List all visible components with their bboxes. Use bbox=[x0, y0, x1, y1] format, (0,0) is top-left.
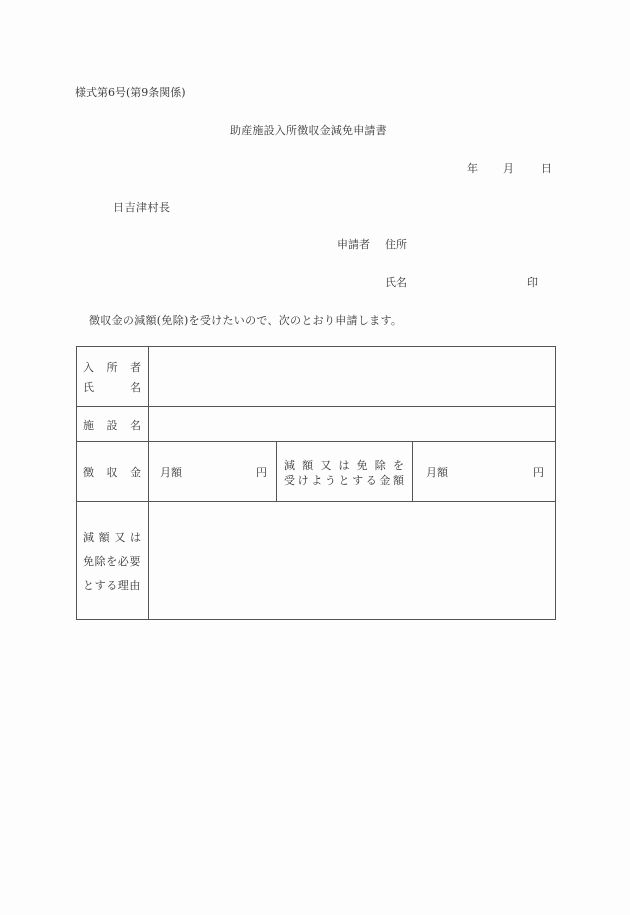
reason-label-line2: 免除を必要 bbox=[83, 555, 141, 568]
date-month-label: 月 bbox=[503, 162, 514, 175]
reason-label-line1: 減 額 又 は bbox=[83, 531, 141, 544]
address-label: 住所 bbox=[385, 238, 407, 251]
name-label: 氏名 bbox=[385, 276, 407, 289]
fee-amount-field[interactable] bbox=[187, 442, 253, 501]
date-line bbox=[467, 160, 552, 176]
column-divider bbox=[412, 441, 413, 501]
reduction-amount-label-line2: 受 け よ う と す る 金 額 bbox=[284, 474, 404, 487]
seal-label: 印 bbox=[527, 276, 538, 289]
resident-name-field[interactable] bbox=[150, 347, 555, 406]
date-year-label: 年 bbox=[467, 162, 478, 175]
reduction-amount-field[interactable] bbox=[452, 442, 530, 501]
fee-monthly-label: 月額 bbox=[160, 466, 182, 479]
fee-currency-label: 円 bbox=[256, 466, 267, 479]
reason-label-line3: とする理由 bbox=[83, 579, 141, 592]
reduction-currency-label: 円 bbox=[533, 466, 544, 479]
facility-name-field[interactable] bbox=[150, 407, 555, 441]
intro-text: 徴収金の減額(免除)を受けたいので、次のとおり申請します。 bbox=[89, 314, 403, 327]
form-number: 様式第6号(第9条関係) bbox=[75, 86, 186, 99]
application-form-table bbox=[76, 346, 556, 620]
fee-label: 徴 収 金 bbox=[83, 466, 141, 479]
facility-name-label: 施 設 名 bbox=[83, 419, 141, 432]
reduction-amount-label-line1: 減 額 又 は 免 除 を bbox=[284, 459, 404, 472]
applicant-label: 申請者 bbox=[337, 238, 370, 251]
addressee: 日吉津村長 bbox=[113, 201, 171, 214]
column-divider bbox=[276, 441, 277, 501]
resident-label-line2: 氏 名 bbox=[83, 381, 141, 394]
label-column-divider bbox=[148, 347, 149, 619]
date-day-label: 日 bbox=[541, 162, 552, 175]
reason-field[interactable] bbox=[150, 502, 555, 619]
reduction-monthly-label: 月額 bbox=[426, 466, 448, 479]
resident-label-line1: 入 所 者 bbox=[83, 361, 141, 374]
document-title: 助産施設入所徴収金減免申請書 bbox=[230, 124, 387, 137]
